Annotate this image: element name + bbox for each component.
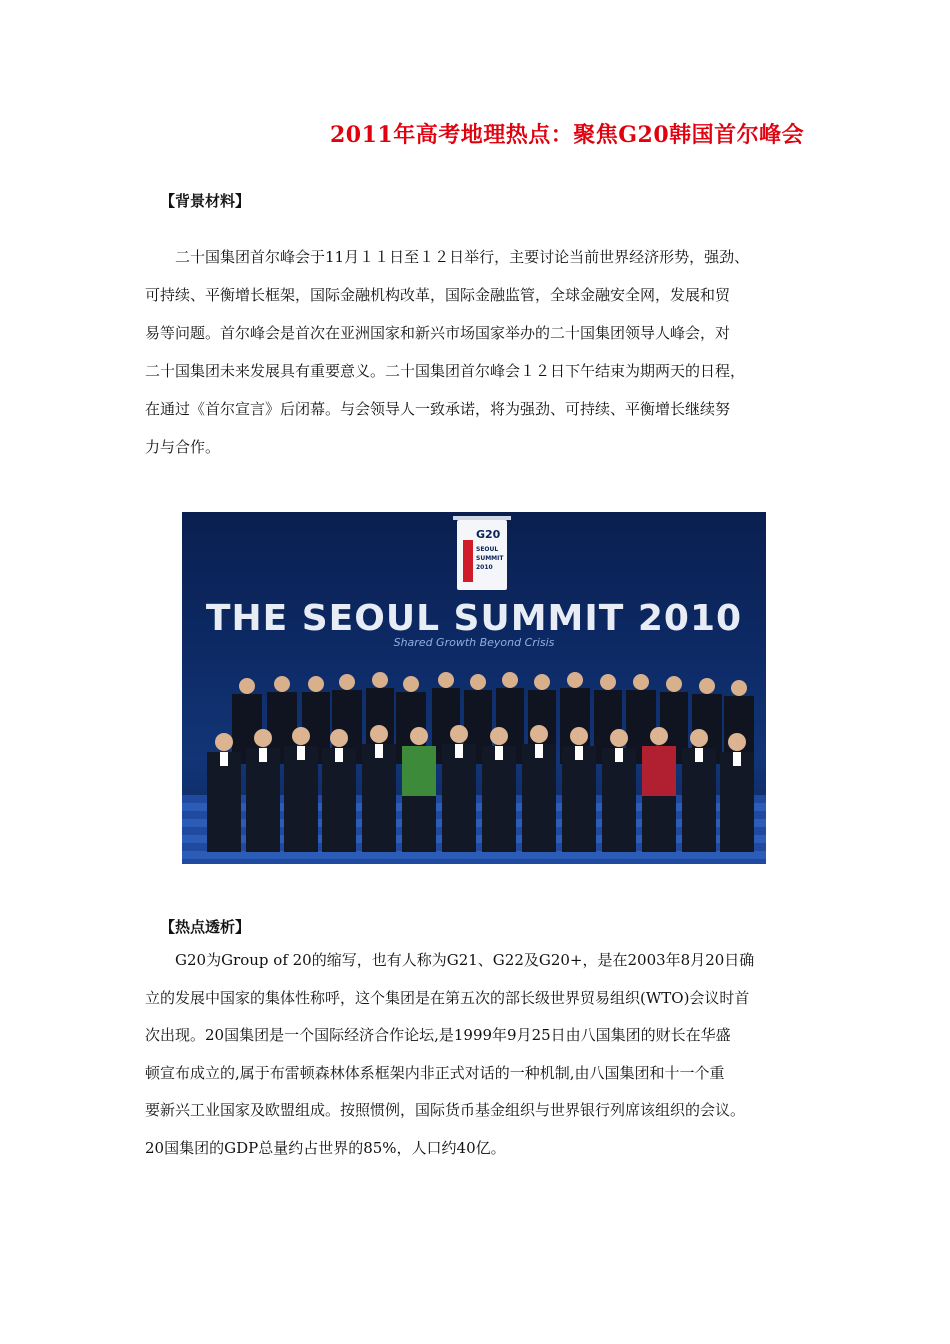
banner-seoul-text: SEOUL <box>476 546 499 553</box>
background-line: 二十国集团首尔峰会于11月１１日至１２日举行，主要讨论当前世界经济形势，强劲、 <box>175 248 750 266</box>
banner-g20-text: G20 <box>476 528 501 541</box>
photo-subline: Shared Growth Beyond Crisis <box>393 636 555 649</box>
banner-year-text: 2010 <box>476 564 493 571</box>
analysis-line: 20国集团的GDP总量约占世界的85%，人口约40亿。 <box>145 1138 506 1157</box>
analysis-paragraph <box>145 942 825 1167</box>
banner-red-bar <box>463 540 473 582</box>
background-line: 在通过《首尔宣言》后闭幕。与会领导人一致承诺，将为强劲、可持续、平衡增长继续努 <box>145 400 731 418</box>
background-line: 易等问题。首尔峰会是首次在亚洲国家和新兴市场国家举办的二十国集团领导人峰会，对 <box>145 324 731 342</box>
background-line: 可持续、平衡增长框架，国际金融机构改革，国际金融监管，全球金融安全网，发展和贸 <box>145 286 731 304</box>
background-line: 二十国集团未来发展具有重要意义。二十国集团首尔峰会１２日下午结束为期两天的日程， <box>145 362 746 380</box>
banner-summit-text: SUMMIT <box>476 555 504 562</box>
analysis-line: 顿宣布成立的,属于布雷顿森林体系框架内非正式对话的一种机制,由八国集团和十一个重 <box>145 1063 725 1082</box>
green-jacket <box>402 746 436 796</box>
analysis-line: 立的发展中国家的集体性称呼，这个集团是在第五次的部长级世界贸易组织(WTO)会议时首 <box>145 988 750 1007</box>
analysis-line: G20为Group of 20的缩写，也有人称为G21、G22及G20+，是在2003年8月20日确 <box>175 951 755 969</box>
leaders-crowd <box>182 652 766 864</box>
background-paragraph <box>145 238 825 466</box>
analysis-line: 次出现。20国集团是一个国际经济合作论坛,是1999年9月25日由八国集团的财长在华盛 <box>145 1026 731 1044</box>
red-jacket <box>642 746 676 796</box>
analysis-heading: 【热点透析】 <box>160 918 251 936</box>
background-heading: 【背景材料】 <box>160 192 251 210</box>
background-line: 力与合作。 <box>145 438 221 456</box>
photo-headline: THE SEOUL SUMMIT 2010 <box>205 598 743 639</box>
g20-banner <box>457 520 507 590</box>
analysis-line: 要新兴工业国家及欧盟组成。按照惯例，国际货币基金组织与世界银行列席该组织的会议。 <box>145 1101 746 1119</box>
document-title: 2011年高考地理热点：聚焦G20韩国首尔峰会 <box>330 122 805 148</box>
summit-group-photo <box>182 512 766 864</box>
